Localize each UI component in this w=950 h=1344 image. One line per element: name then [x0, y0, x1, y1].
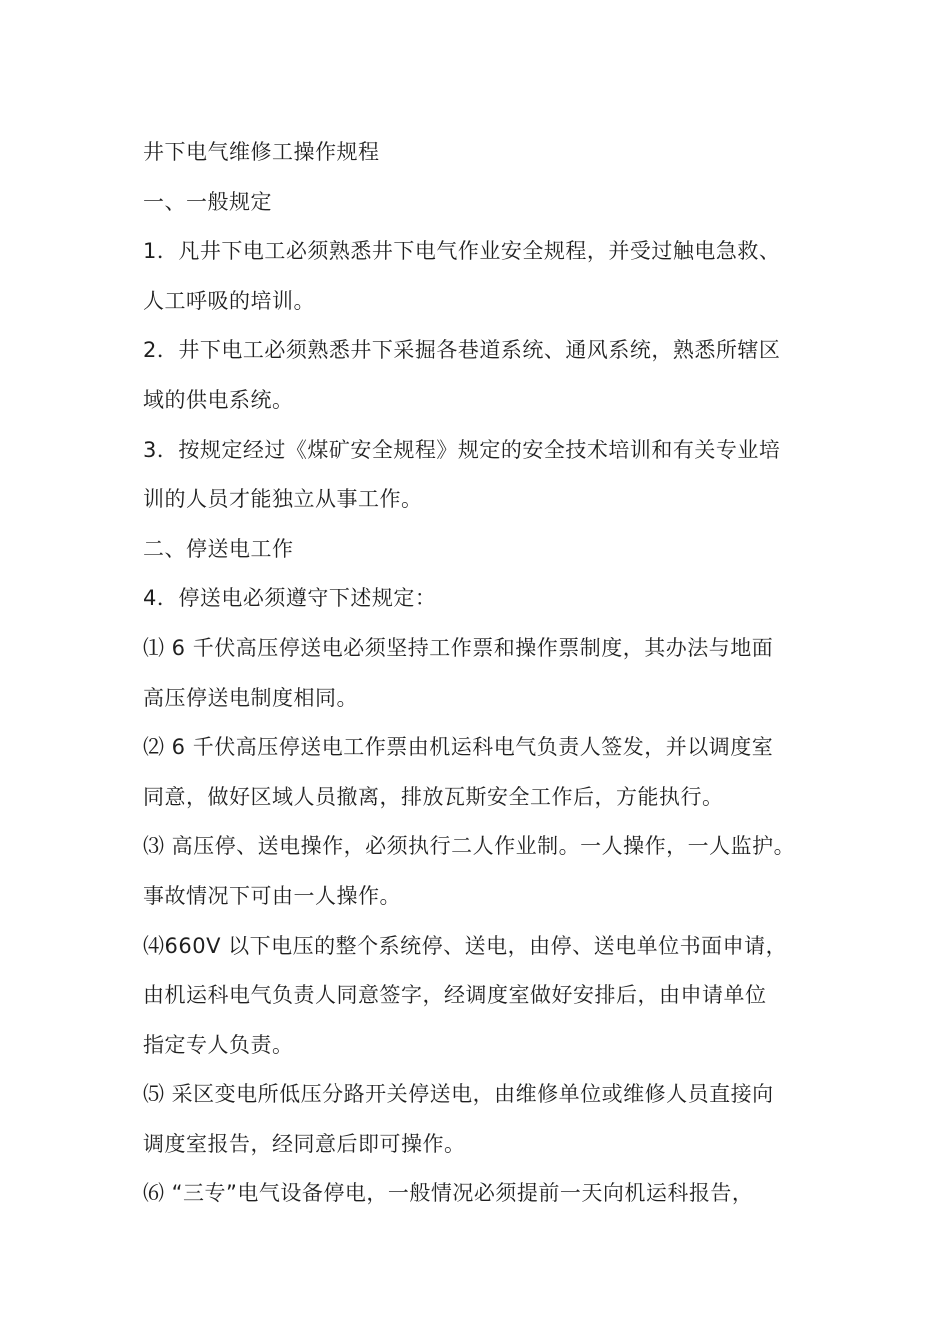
paragraph-line: ⑹ “三专”电气设备停电，一般情况必须提前一天向机运科报告， — [143, 1181, 754, 1206]
paragraph-line: 高压停送电制度相同。 — [143, 685, 358, 710]
paragraph-line: 由机运科电气负责人同意签字，经调度室做好安排后，由申请单位 — [143, 983, 767, 1008]
section-heading: 一、一般规定 — [143, 189, 272, 214]
paragraph-line: 同意，做好区域人员撤离，排放瓦斯安全工作后，方能执行。 — [143, 784, 724, 809]
paragraph-line: ⑵ 6 千伏高压停送电工作票由机运科电气负责人签发，并以调度室 — [143, 735, 774, 760]
document-body — [143, 128, 823, 1219]
document-title: 井下电气维修工操作规程 — [143, 140, 380, 164]
paragraph-line: 训的人员才能独立从事工作。 — [143, 487, 423, 512]
paragraph-line: 4．停送电必须遵守下述规定： — [143, 586, 437, 611]
paragraph-line: 1．凡井下电工必须熟悉井下电气作业安全规程，并受过触电急救、 — [143, 239, 781, 264]
paragraph-line: ⑶ 高压停、送电操作，必须执行二人作业制。一人操作，一人监护。 — [143, 834, 796, 859]
section-heading: 二、停送电工作 — [143, 536, 294, 561]
paragraph-line: 调度室报告，经同意后即可操作。 — [143, 1131, 466, 1156]
paragraph-line: 2．井下电工必须熟悉井下采掘各巷道系统、通风系统，熟悉所辖区 — [143, 338, 781, 363]
paragraph-line: ⑸ 采区变电所低压分路开关停送电，由维修单位或维修人员直接向 — [143, 1082, 774, 1107]
paragraph-line: ⑷660V 以下电压的整个系统停、送电，由停、送电单位书面申请， — [143, 933, 788, 958]
paragraph-line: 域的供电系统。 — [143, 387, 294, 412]
paragraph-line: 事故情况下可由一人操作。 — [143, 883, 401, 908]
paragraph-line: 3．按规定经过《煤矿安全规程》规定的安全技术培训和有关专业培 — [143, 437, 781, 462]
paragraph-line: 人工呼吸的培训。 — [143, 288, 315, 313]
paragraph-line: ⑴ 6 千伏高压停送电必须坚持工作票和操作票制度，其办法与地面 — [143, 635, 774, 660]
paragraph-line: 指定专人负责。 — [143, 1032, 294, 1057]
